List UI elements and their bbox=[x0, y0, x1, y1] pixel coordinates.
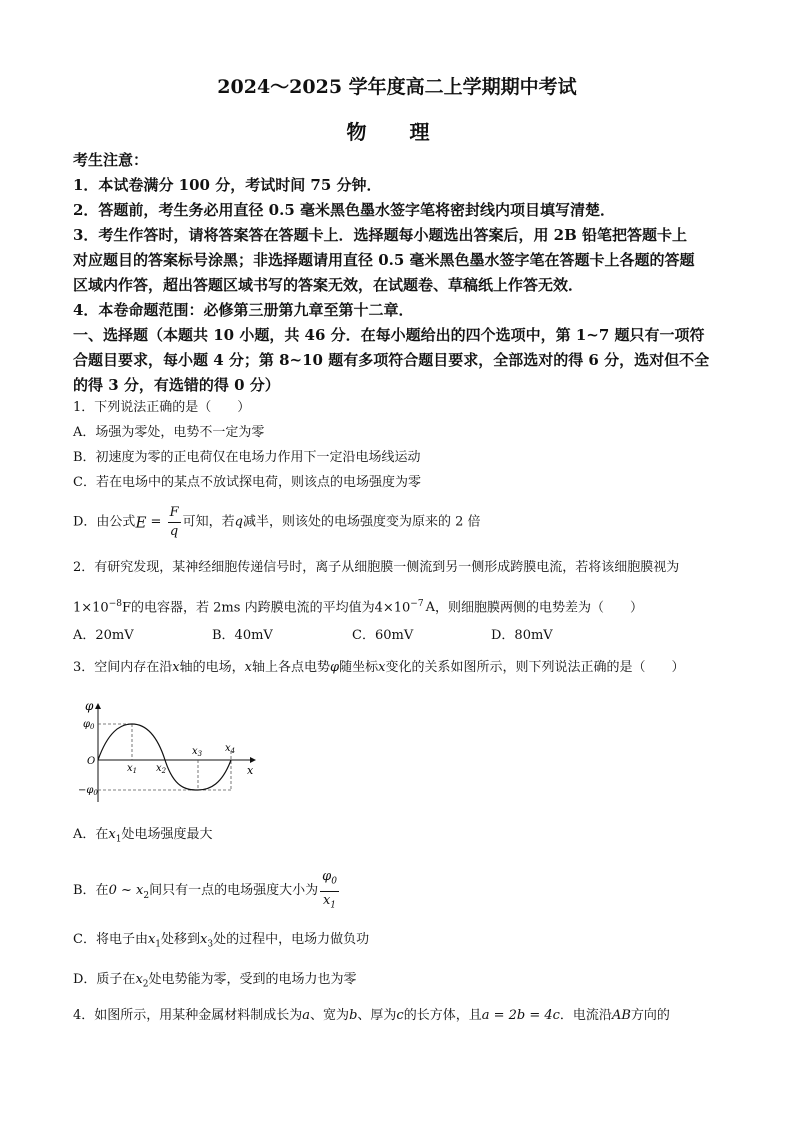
notice-item: 对应题目的答案标号涂黑；非选择题请用直径 0.5 毫米黑色墨水签字笔在答题卡上各题的答题 bbox=[73, 251, 695, 269]
question-2-stem: 2．有研究发现，某神经细胞传递信号时，离子从细胞膜一侧流到另一侧形成跨膜电流，若将该细胞膜视为 bbox=[73, 560, 680, 575]
q2-options bbox=[73, 626, 733, 646]
q3-option-a: A．在$x_1$处电场强度最大 bbox=[73, 827, 213, 845]
notice-item: 4．本卷命题范围：必修第三册第九章至第十二章． bbox=[73, 301, 414, 319]
potential-curve bbox=[98, 724, 231, 790]
subject-title: 物 理 bbox=[346, 120, 448, 144]
question-2-stem-cont: $1\times 10^{-8}F$的电容器，若 2ms 内跨膜电流的平均值为$4\times 10^{-7}$ A，则细胞膜两侧的电势差为（ ） bbox=[73, 599, 643, 616]
question-4-stem: 4．如图所示，用某种金属材料制成长为a、宽为b、厚为c的长方体，且a = 2b = 4c．电流沿AB方向的 bbox=[73, 1008, 670, 1023]
q2-option-c: C．60mV bbox=[352, 628, 414, 643]
graph-axis-x-label: x bbox=[247, 764, 254, 777]
exam-title: 2024～2025 学年度高二上学期期中考试 bbox=[217, 76, 577, 98]
notice-item: 1．本试卷满分 100 分，考试时间 75 分钟． bbox=[73, 176, 382, 194]
q3-option-c: C．将电子由$x_1$处移到$x_3$处的过程中，电场力做负功 bbox=[73, 932, 370, 950]
question-1-stem: 1．下列说法正确的是（ ） bbox=[73, 400, 251, 415]
notice-item: 2．答题前，考生务必用直径 0.5 毫米黑色墨水签字笔将密封线内项目填写清楚． bbox=[73, 201, 615, 219]
q1-option-b: B．初速度为零的正电荷仅在电场力作用下一定沿电场线运动 bbox=[73, 450, 421, 465]
q2-option-d: D．80mV bbox=[491, 628, 553, 643]
notice-item: 区域内作答，超出答题区域书写的答案无效，在试题卷、草稿纸上作答无效． bbox=[73, 276, 584, 294]
q1-option-c: C．若在电场中的某点不放试探电荷，则该点的电场强度为零 bbox=[73, 475, 421, 490]
notice-heading: 考生注意： bbox=[73, 151, 149, 169]
graph-neg-phi0: $-\varphi_0$ bbox=[78, 785, 98, 797]
question-3-stem: 3．空间内存在沿x轴的电场，x轴上各点电势φ随坐标x变化的关系如图所示，则下列说法正确的是（ ） bbox=[73, 660, 685, 675]
formula-fraction: $\frac{F}{q}$ bbox=[169, 505, 179, 539]
graph-origin: O bbox=[87, 756, 96, 767]
graph-phi0: $\varphi_0$ bbox=[83, 719, 95, 731]
graph-x3-label: $x_3$ bbox=[192, 746, 203, 758]
q3-option-d: D．质子在$x_2$处电势能为零，受到的电场力也为零 bbox=[73, 972, 357, 990]
q3-option-b: B．在0 ~ $x_2$间只有一点的电场强度大小为 $\frac{\varphi_0}{x_1}$ bbox=[73, 868, 733, 914]
section-heading: 的得 3 分，有选错的得 0 分） bbox=[73, 376, 280, 394]
graph-x2-label: $x_2$ bbox=[156, 763, 167, 775]
fraction-phi0-over-x1: $\frac{\varphi_0}{x_1}$ bbox=[322, 869, 337, 911]
section-heading: 合题目要求，每小题 4 分；第 8~10 题有多项符合题目要求，全部选对的得 6 分，选对但不全 bbox=[73, 351, 710, 369]
q2-option-a: A．20mV bbox=[73, 628, 134, 643]
potential-graph bbox=[80, 698, 260, 808]
graph-axis-y-label: φ bbox=[85, 699, 94, 713]
q1-option-d: D．由公式E = $\frac{F}{q}$ 可知，若q减半，则该处的电场强度变为原来的 2 倍 bbox=[73, 505, 481, 539]
graph-x1-label: $x_1$ bbox=[127, 763, 138, 775]
notice-item: 3．考生作答时，请将答案答在答题卡上．选择题每小题选出答案后，用 2B 铅笔把答题卡上 bbox=[73, 226, 688, 244]
section-heading: 一、选择题（本题共 10 小题，共 46 分．在每小题给出的四个选项中，第 1~7 题只有一项符 bbox=[73, 326, 705, 344]
graph-x4-label: $x_4$ bbox=[225, 743, 236, 755]
q1-option-a: A．场强为零处，电势不一定为零 bbox=[73, 425, 265, 440]
q2-option-b: B．40mV bbox=[212, 628, 273, 643]
